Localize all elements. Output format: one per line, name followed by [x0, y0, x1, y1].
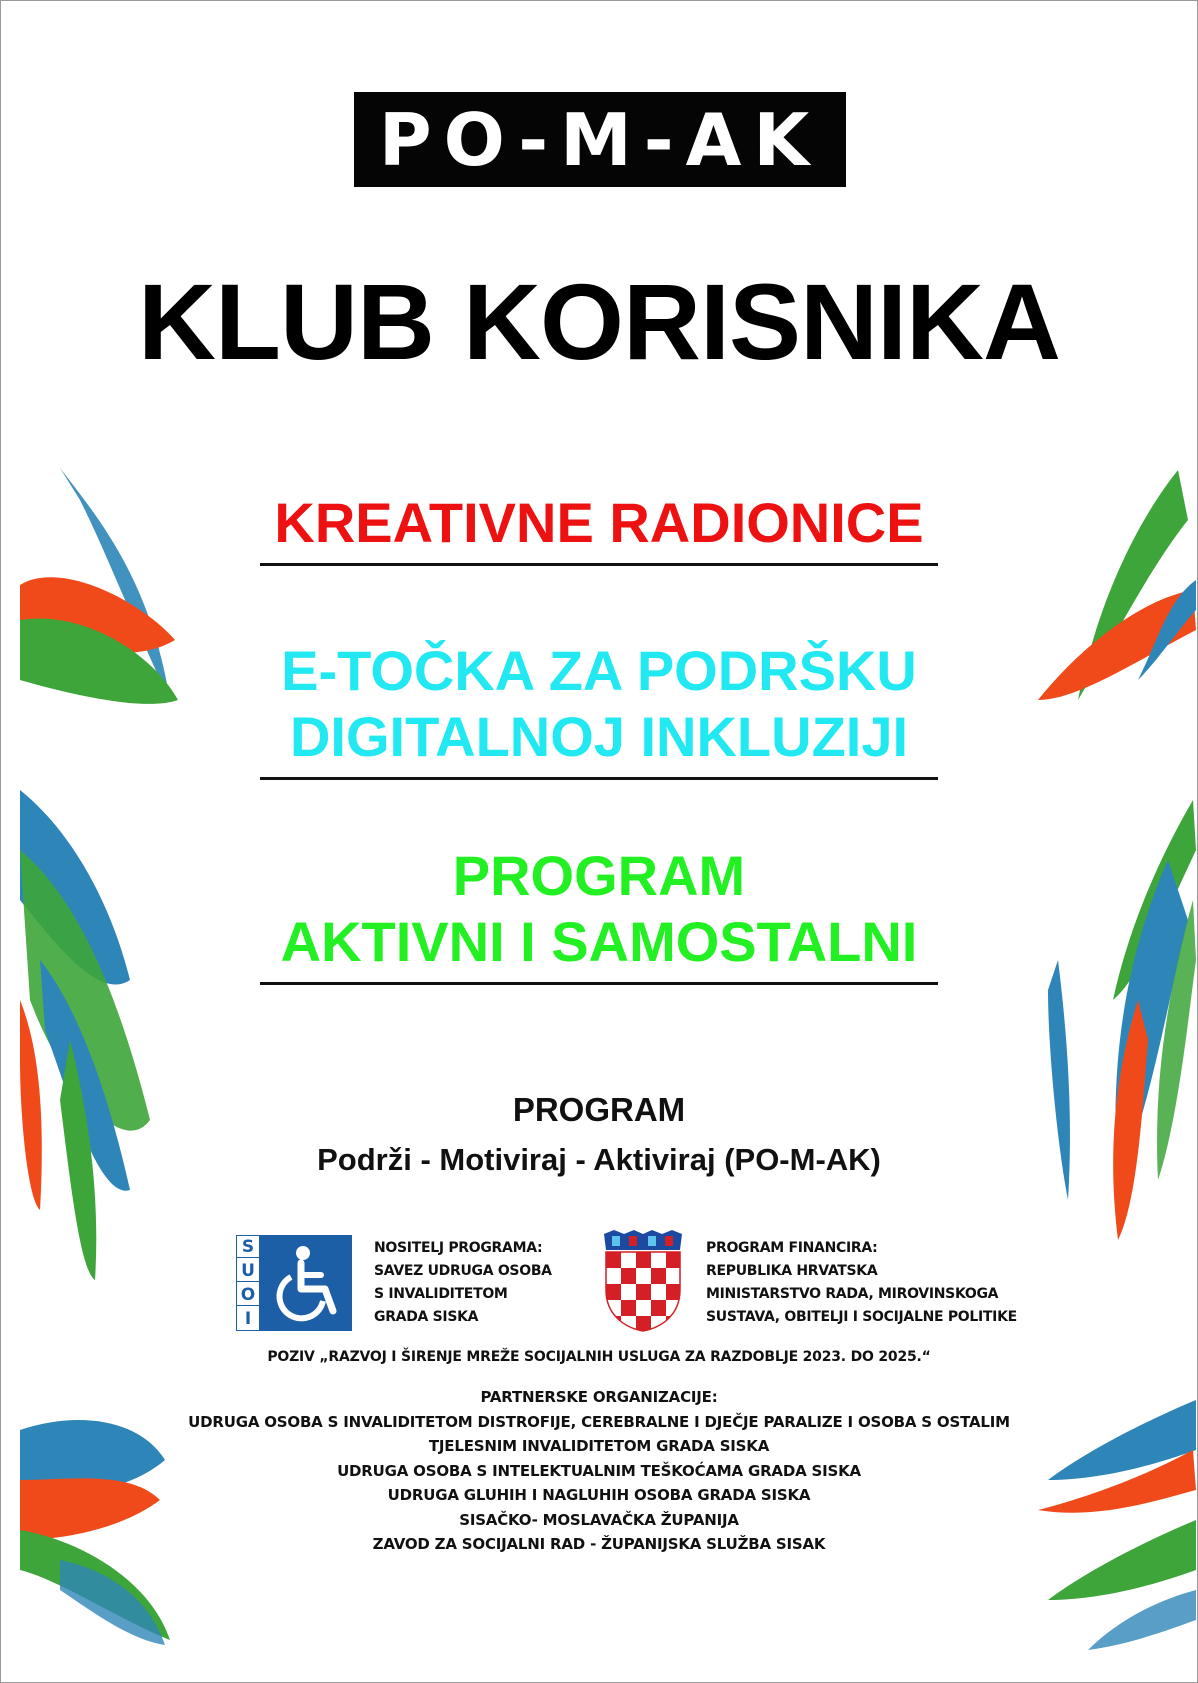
divider — [260, 982, 938, 985]
partner-line: UDRUGA GLUHIH I NAGLUHIH OSOBA GRADA SISKA — [387, 1486, 811, 1504]
holder-line: NOSITELJ PROGRAMA: — [374, 1240, 543, 1256]
section-creative-workshops — [260, 490, 938, 556]
funding-call: POZIV „RAZVOJ I ŠIRENJE MREŽE SOCIJALNIH USLUGA ZA RAZDOBLJE 2023. DO 2025.“ — [267, 1349, 931, 1365]
funder-line: PROGRAM FINANCIRA: — [706, 1240, 878, 1256]
page-title: KLUB KORISNIKA — [138, 261, 1060, 382]
partner-line: UDRUGA OSOBA S INTELEKTUALNIM TEŠKOĆAMA GRADA SISKA — [337, 1461, 861, 1480]
program-holder — [374, 1237, 552, 1329]
divider — [260, 777, 938, 780]
holder-line: S INVALIDITETOM — [374, 1286, 508, 1302]
pomak-logo: PO-M-AK — [354, 92, 846, 187]
partner-line: SISAČKO- MOSLAVAČKA ŽUPANIJA — [459, 1510, 739, 1529]
divider — [260, 563, 938, 566]
suoi-letters — [237, 1236, 260, 1330]
funder-line: MINISTARSTVO RADA, MIROVINSKOGA — [706, 1286, 999, 1302]
holder-line: SAVEZ UDRUGA OSOBA — [374, 1263, 552, 1279]
section-line: DIGITALNOJ INKLUZIJI — [289, 705, 909, 768]
partner-line: ZAVOD ZA SOCIJALNI RAD - ŽUPANIJSKA SLUŽBA SISAK — [372, 1535, 826, 1553]
partner-line: TJELESNIM INVALIDITETOM GRADA SISKA — [428, 1437, 770, 1455]
wheelchair-icon — [260, 1236, 351, 1330]
program-funder — [706, 1237, 1017, 1329]
suoi-letter: I — [244, 1308, 252, 1329]
suoi-letter: U — [237, 1261, 259, 1282]
section-line: E-TOČKA ZA PODRŠKU — [281, 639, 917, 702]
partner-line: UDRUGA OSOBA S INVALIDITETOM DISTROFIJE, CEREBRALNE I DJEČJE PARALIZE I OSOBA S OSTALIM — [188, 1412, 1010, 1431]
section-program-active — [260, 843, 938, 975]
suoi-logo — [236, 1235, 352, 1331]
section-line: AKTIVNI I SAMOSTALNI — [280, 910, 918, 973]
suoi-letter: S — [237, 1237, 259, 1258]
section-line: KREATIVNE RADIONICE — [274, 491, 924, 554]
section-line: PROGRAM — [452, 844, 746, 907]
funder-line: REPUBLIKA HRVATSKA — [706, 1263, 878, 1279]
croatian-coat-of-arms-icon — [600, 1228, 686, 1332]
funder-line: SUSTAVA, OBITELJI I SOCIJALNE POLITIKE — [706, 1309, 1017, 1325]
partner-organizations — [0, 1385, 1198, 1557]
program-heading: PROGRAM — [512, 1091, 686, 1128]
section-e-point — [260, 638, 938, 770]
holder-line: GRADA SISKA — [374, 1309, 479, 1325]
suoi-letter: O — [237, 1285, 259, 1306]
program-subtitle: Podrži - Motiviraj - Aktiviraj (PO-M-AK) — [317, 1142, 881, 1177]
partners-heading: PARTNERSKE ORGANIZACIJE: — [480, 1388, 718, 1406]
